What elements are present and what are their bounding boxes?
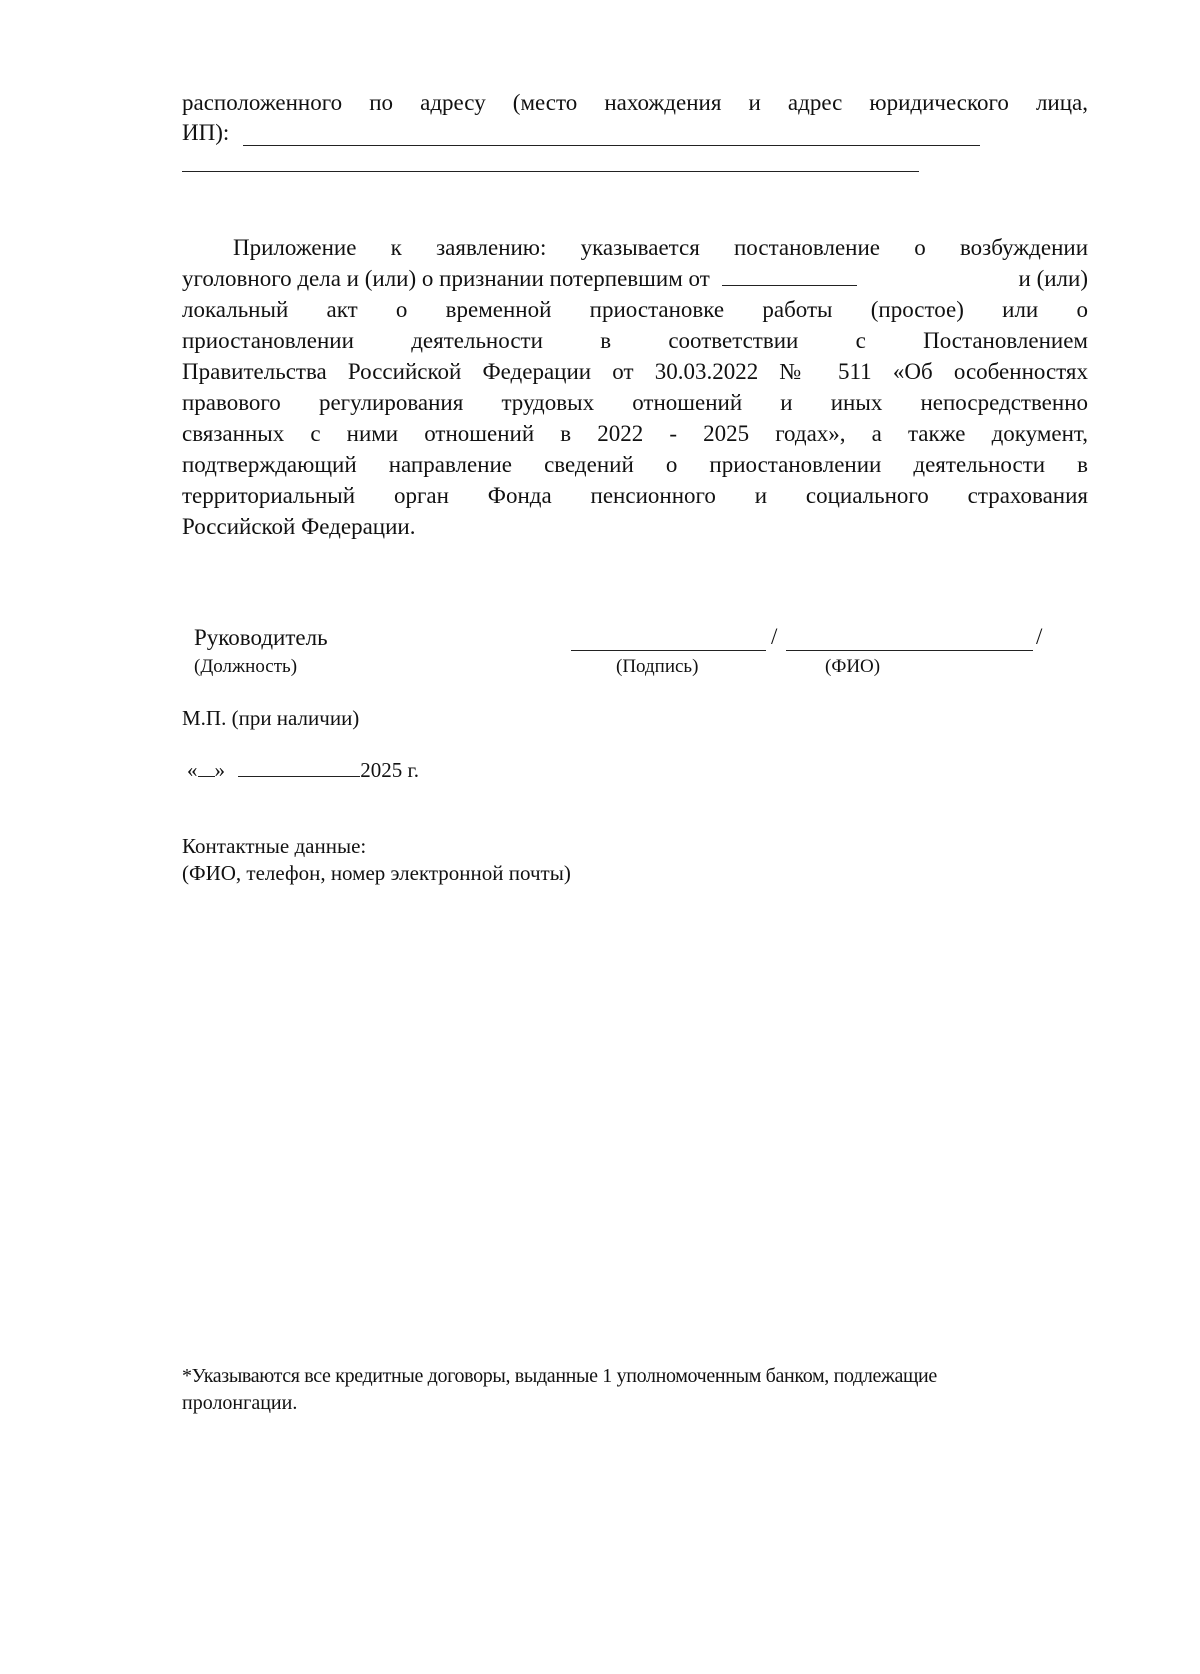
attachment-line-10: Российской Федерации. (182, 514, 416, 539)
month-blank (238, 758, 360, 777)
date-line (187, 758, 419, 783)
attachment-line-3: локальный акт о временной приостановке работы (простое) или о (182, 297, 1088, 322)
position-title: Руководитель (194, 625, 328, 650)
contacts-label: Контактные данные: (182, 834, 367, 858)
address-line-1: расположенного по адресу (место нахождения и адрес юридического лица, (182, 90, 1088, 115)
attachment-line-9: территориальный орган Фонда пенсионного и социального страхования (182, 483, 1088, 508)
address-blank-1 (243, 145, 980, 146)
signature-slash-1: / (771, 624, 778, 649)
fio-blank (786, 650, 1033, 651)
date-open-quote: « (187, 758, 198, 782)
attachment-line-2-end: и (или) (1018, 266, 1088, 291)
signature-blank (571, 650, 766, 651)
contacts-hint: (ФИО, телефон, номер электронной почты) (182, 861, 571, 885)
day-blank (198, 758, 215, 777)
footnote-line-1: *Указываются все кредитные договоры, выданные 1 уполномоченным банком, подлежащие (182, 1365, 937, 1387)
attachment-line-8: подтверждающий направление сведений о приостановлении деятельности в (182, 452, 1088, 477)
victim-date-blank (722, 265, 857, 286)
address-blank-2 (182, 171, 919, 172)
attachment-line-4: приостановлении деятельности в соответствии с Постановлением (182, 328, 1088, 353)
date-close-quote: » (214, 758, 225, 782)
attachment-line-1: Приложение к заявлению: указывается постановление о возбуждении (233, 235, 1088, 260)
stamp-note: М.П. (при наличии) (182, 706, 360, 730)
position-caption: (Должность) (194, 656, 298, 677)
signature-slash-2: / (1036, 624, 1043, 649)
address-line-2 (182, 118, 229, 148)
fio-caption: (ФИО) (825, 656, 881, 677)
attachment-line-6: правового регулирования трудовых отношений и иных непосредственно (182, 390, 1088, 415)
date-year: 2025 г. (360, 758, 419, 782)
address-ip-label: ИП): (182, 120, 230, 145)
attachment-line-2 (182, 264, 1088, 294)
signature-caption: (Подпись) (616, 656, 699, 677)
attachment-line-7: связанных с ними отношений в 2022 - 2025 годах», а также документ, (182, 421, 1088, 446)
attachment-line-5: Правительства Российской Федерации от 30.03.2022 № 511 «Об особенностях (182, 359, 1088, 384)
attachment-line-2-text: уголовного дела и (или) о признании потерпевшим от (182, 266, 710, 291)
footnote-line-2: пролонгации. (182, 1392, 298, 1414)
